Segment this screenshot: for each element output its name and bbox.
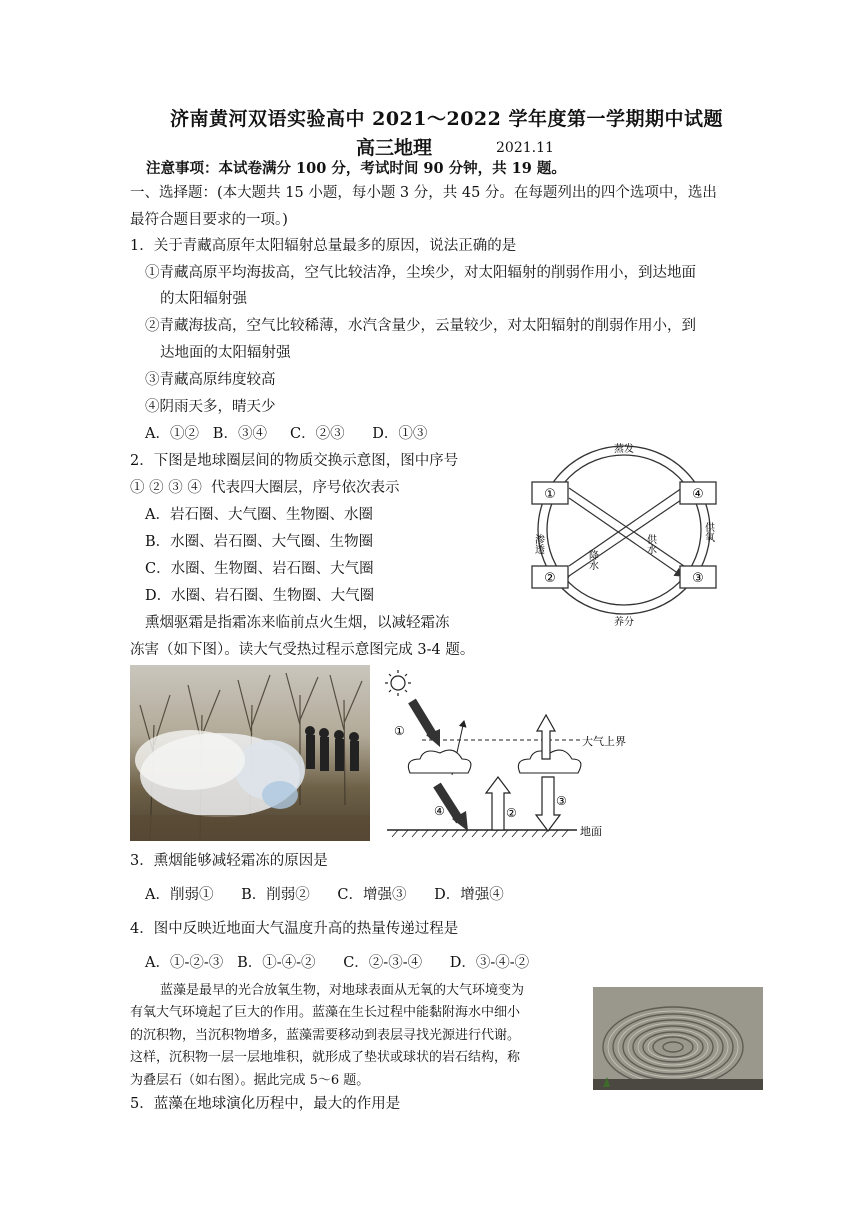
q1-options: A．①② B．③④ C．②③ D．①③ — [145, 426, 428, 442]
sphere-exchange-diagram — [524, 438, 724, 628]
label-oxygen: 供氧 — [702, 522, 714, 542]
smoke-orchard-photo — [130, 665, 370, 841]
label-water-supply: 供水 — [644, 534, 656, 554]
q1-statement-1a: ①青藏高原平均海拔高，空气比较洁净，尘埃少，对太阳辐射的削弱作用小，到达地面 — [145, 265, 696, 281]
label-n1: ① — [544, 487, 556, 502]
atmosphere-heating-diagram — [382, 665, 626, 843]
section-heading-line2: 最符合题目要求的一项。) — [130, 212, 288, 228]
label-infiltration: 渗透 — [532, 534, 544, 554]
q1-statement-3: ③青藏高原纬度较高 — [145, 372, 276, 388]
q2-stem-line2: ① ② ③ ④ 代表四大圈层，序号依次表示 — [130, 480, 400, 496]
q2-option-b: B．水圈、岩石圈、大气圈、生物圈 — [145, 534, 374, 550]
label-arrow-4: ④ — [434, 804, 445, 818]
label-nutrients: 养分 — [614, 617, 634, 628]
label-n2: ② — [544, 571, 556, 586]
label-arrow-1: ① — [394, 724, 405, 738]
q3-stem: 3．熏烟能够减轻霜冻的原因是 — [130, 853, 328, 869]
q1-stem: 1．关于青藏高原年太阳辐射总量最多的原因，说法正确的是 — [130, 238, 517, 254]
page-title: 济南黄河双语实验高中 2021～2022 学年度第一学期期中试题 — [170, 108, 723, 130]
intro56-line5: 为叠层石（如右图）。据此完成 5～6 题。 — [130, 1073, 370, 1088]
intro34-line2: 冻害（如下图）。读大气受热过程示意图完成 3-4 题。 — [130, 642, 475, 658]
q2-option-c: C．水圈、生物圈、岩石圈、大气圈 — [145, 561, 374, 577]
intro56-line4: 这样，沉积物一层一层地堆积，就形成了垫状或球状的岩石结构，称 — [130, 1050, 521, 1065]
intro56-line1: 蓝藻是最早的光合放氧生物，对地球表面从无氧的大气环境变为 — [160, 983, 525, 998]
label-n4: ④ — [692, 487, 704, 502]
q1-statement-4: ④阴雨天多，晴天少 — [145, 399, 276, 415]
label-arrow-2: ② — [506, 806, 517, 820]
q2-option-d: D．水圈、岩石圈、生物圈、大气圈 — [145, 588, 375, 604]
intro34-line1: 熏烟驱霜是指霜冻来临前点火生烟，以减轻霜冻 — [145, 615, 450, 631]
q4-options: A．①-②-③ B．①-④-② C．②-③-④ D．③-④-② — [145, 955, 530, 971]
intro56-line2: 有氧大气环境起了巨大的作用。蓝藻在生长过程中能黏附海水中细小 — [130, 1005, 521, 1020]
q1-statement-2b: 达地面的太阳辐射强 — [160, 345, 291, 361]
notice: 注意事项：本试卷满分 100 分，考试时间 90 分钟，共 19 题。 — [146, 160, 566, 177]
q3-options: A．削弱① B．削弱② C．增强③ D．增强④ — [145, 887, 504, 903]
label-arrow-3: ③ — [556, 794, 567, 808]
label-precipitation: 降水 — [586, 550, 598, 570]
q1-statement-2a: ②青藏海拔高，空气比较稀薄，水汽含量少，云量较少，对太阳辐射的削弱作用小，到 — [145, 318, 696, 334]
q4-stem: 4．图中反映近地面大气温度升高的热量传递过程是 — [130, 921, 459, 937]
q2-stem-line1: 2．下图是地球圈层间的物质交换示意图，图中序号 — [130, 453, 459, 469]
q2-option-a: A．岩石圈、大气圈、生物圈、水圈 — [145, 507, 373, 523]
q1-statement-1b: 的太阳辐射强 — [160, 291, 247, 307]
page-subtitle: 高三地理 — [356, 137, 433, 159]
intro56-line3: 的沉积物，当沉积物增多，蓝藻需要移动到表层寻找光源进行代谢。 — [130, 1028, 521, 1043]
label-ground: 地面 — [580, 825, 602, 838]
label-n3: ③ — [692, 571, 704, 586]
q5-stem: 5．蓝藻在地球演化历程中，最大的作用是 — [130, 1096, 401, 1112]
label-upper-atmosphere: 大气上界 — [582, 735, 626, 748]
stromatolite-photo — [593, 987, 763, 1090]
label-evaporation: 蒸发 — [614, 444, 634, 455]
exam-date: 2021.11 — [496, 140, 554, 156]
sun-icon — [385, 670, 411, 696]
section-heading-line1: 一、选择题：(本大题共 15 小题，每小题 3 分，共 45 分。在每题列出的四个选项中，选出 — [130, 185, 717, 201]
